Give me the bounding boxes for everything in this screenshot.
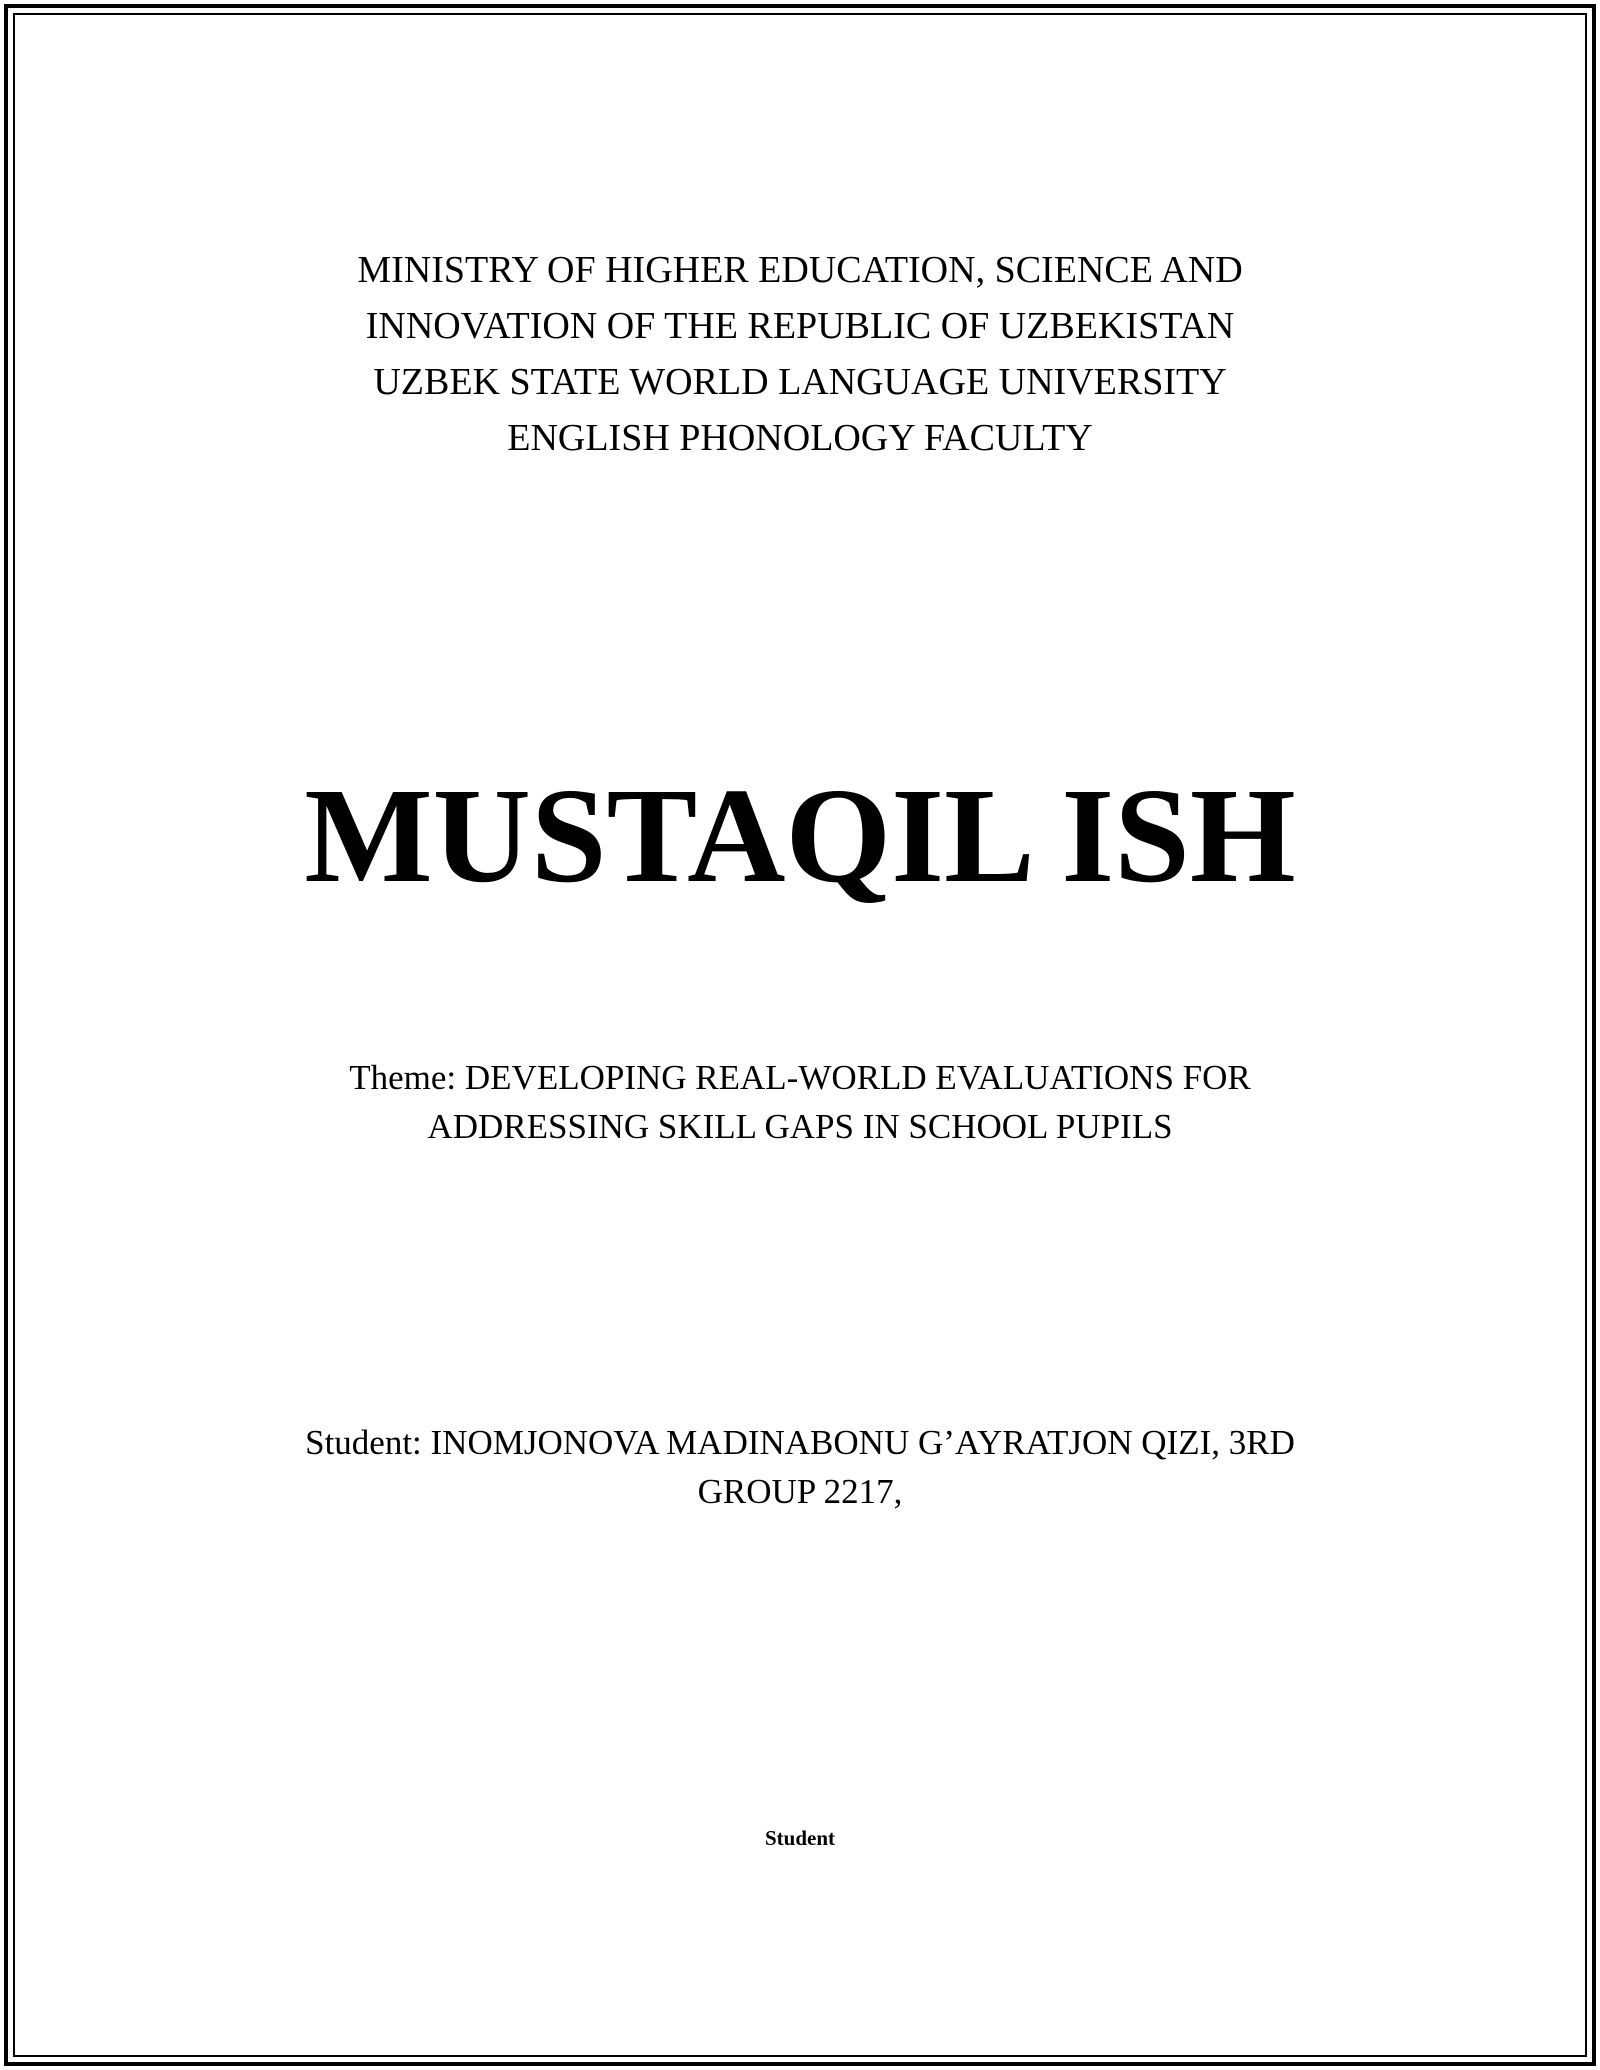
student-block: [0, 1418, 1600, 1516]
document-title: MUSTAQIL ISH: [304, 761, 1296, 911]
header-line-faculty: ENGLISH PHONOLOGY FACULTY: [507, 417, 1093, 459]
header-line-university: UZBEK STATE WORLD LANGUAGE UNIVERSITY: [373, 361, 1227, 403]
institution-header: [0, 242, 1600, 466]
footer-student-label: Student: [764, 1826, 836, 1850]
student-line-1: Student: INOMJONOVA MADINABONU G’AYRATJON QIZI, 3RD: [305, 1423, 1295, 1462]
header-line-ministry-continued: INNOVATION OF THE REPUBLIC OF UZBEKISTAN: [365, 305, 1235, 347]
theme-line-2: ADDRESSING SKILL GAPS IN SCHOOL PUPILS: [427, 1107, 1173, 1146]
theme-block: [0, 1053, 1600, 1151]
theme-line-1: Theme: DEVELOPING REAL-WORLD EVALUATIONS FOR: [349, 1058, 1251, 1097]
header-line-ministry: MINISTRY OF HIGHER EDUCATION, SCIENCE AND: [357, 249, 1243, 291]
student-line-2: GROUP 2217,: [697, 1472, 903, 1511]
